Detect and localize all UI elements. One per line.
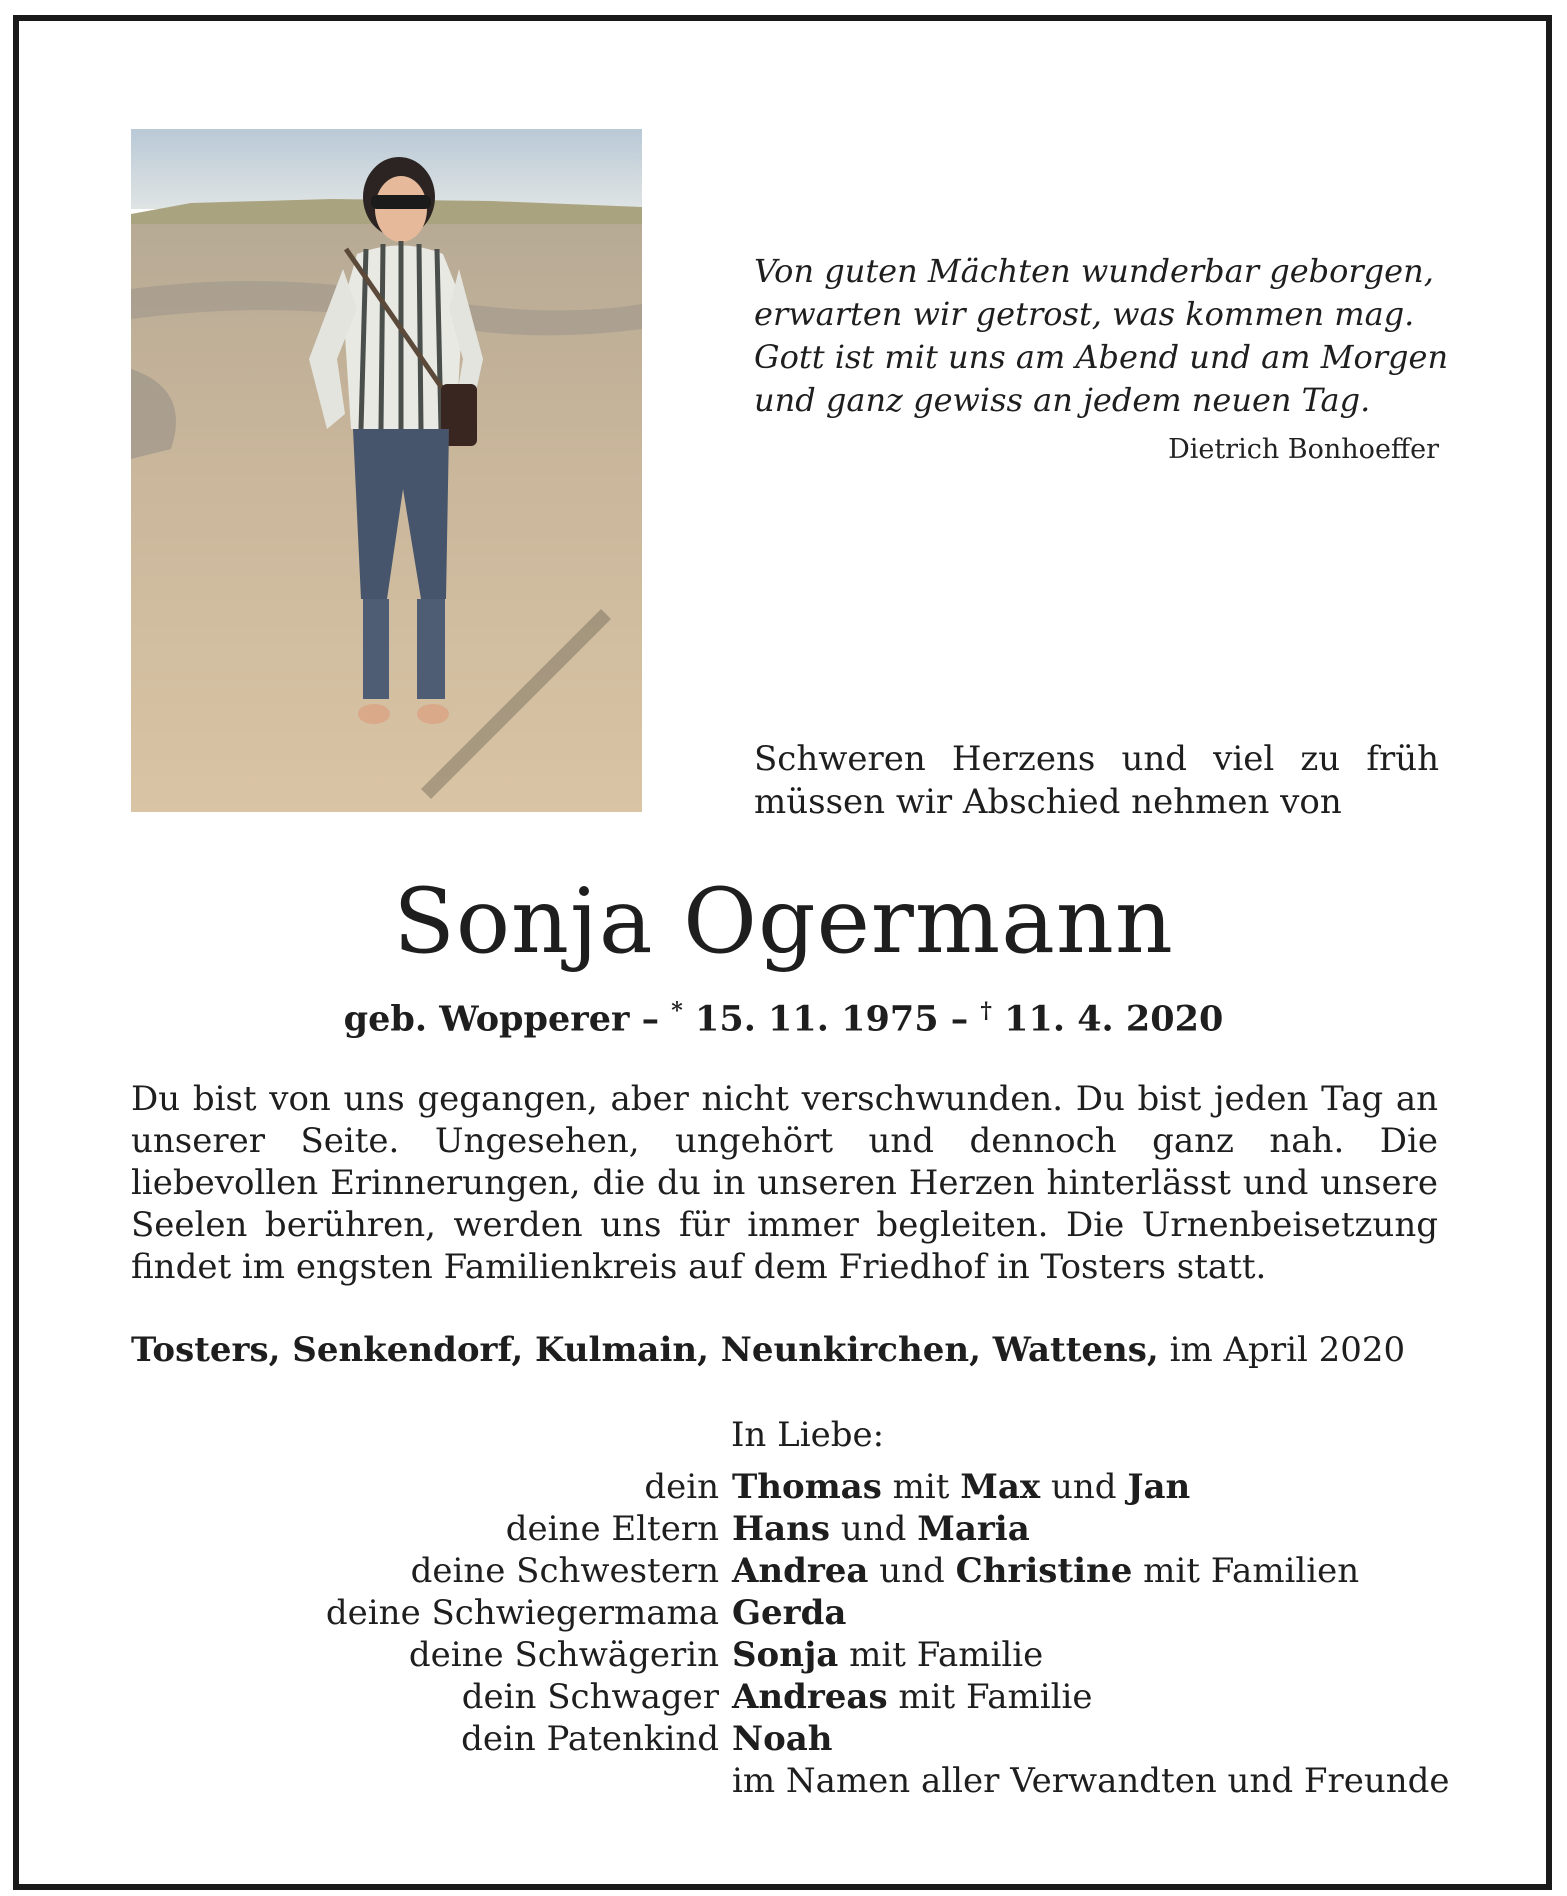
family-list	[131, 1466, 1461, 1802]
birth-symbol: *	[671, 998, 683, 1024]
quote-line: erwarten wir getrost, was kommen mag.	[754, 295, 1415, 333]
family-connector: mit Familie	[887, 1677, 1093, 1717]
family-relation: dein Schwager	[461, 1677, 719, 1717]
family-names	[732, 1592, 846, 1634]
family-name: Christine	[955, 1551, 1133, 1591]
intro-text: Schweren Herzens und viel zu früh müssen wir Abschied nehmen von	[754, 739, 1439, 822]
quote-line: Von guten Mächten wunderbar geborgen,	[754, 252, 1434, 290]
family-connector: und	[830, 1509, 918, 1549]
death-date: 11. 4. 2020	[991, 998, 1224, 1040]
quote-line: Gott ist mit uns am Abend und am Morgen	[754, 338, 1449, 376]
family-name: Max	[960, 1467, 1041, 1507]
family-name: Noah	[732, 1719, 833, 1759]
family-connector: und	[868, 1551, 956, 1591]
family-name: Andrea	[732, 1551, 869, 1591]
in-love-label: In Liebe:	[731, 1415, 885, 1455]
birth-date: 15. 11. 1975	[682, 998, 939, 1040]
family-relation: dein Patenkind	[461, 1719, 719, 1759]
family-row	[131, 1676, 1461, 1718]
family-relation: deine Schwiegermama	[325, 1593, 719, 1633]
deceased-name: Sonja Ogermann	[393, 869, 1174, 974]
family-connector: mit Familie	[838, 1635, 1044, 1675]
family-relation: deine Schwestern	[410, 1551, 719, 1591]
beach-portrait-illustration	[131, 129, 642, 812]
quote-line: und ganz gewiss an jedem neuen Tag.	[754, 381, 1371, 419]
family-relation: deine Schwägerin	[408, 1635, 719, 1675]
family-name: Jan	[1127, 1467, 1191, 1507]
family-connector: und	[1040, 1467, 1128, 1507]
message-text: Du bist von uns gegangen, aber nicht verschwunden. Du bist jeden Tag an unserer Seite. Ungesehen, ungehört und dennoch ganz nah. Die liebevollen Erinnerungen, die du in unseren Herzen hinterlässt und unsere Seelen berühren, werden uns für immer begleiten. Die Urnenbeisetzung findet im engsten Familienkreis auf dem Friedhof in Tosters statt.	[131, 1079, 1438, 1287]
family-name: Maria	[917, 1509, 1030, 1549]
family-row	[131, 1718, 1461, 1760]
family-name: Gerda	[732, 1593, 847, 1633]
quote-block	[754, 250, 1449, 465]
family-names	[732, 1634, 1043, 1676]
place-names: Tosters, Senkendorf, Kulmain, Neunkirchen, Wattens,	[131, 1330, 1159, 1370]
family-row	[131, 1466, 1461, 1508]
place-date: im April 2020	[1158, 1330, 1406, 1370]
family-row	[131, 1550, 1461, 1592]
family-relation: deine Eltern	[505, 1509, 719, 1549]
maiden-name: geb. Wopperer	[343, 998, 630, 1040]
family-name: Andreas	[732, 1677, 888, 1717]
dash-separator: –	[938, 998, 981, 1040]
family-connector: mit	[881, 1467, 961, 1507]
death-symbol: †	[980, 998, 992, 1024]
family-relation: dein	[644, 1467, 719, 1507]
family-names	[732, 1508, 1030, 1550]
family-names	[732, 1550, 1359, 1592]
birth-death-line	[0, 998, 1567, 1040]
family-names	[732, 1718, 833, 1760]
family-row	[131, 1592, 1461, 1634]
family-names	[732, 1676, 1093, 1718]
family-name: Sonja	[732, 1635, 839, 1675]
places-line	[131, 1330, 1461, 1370]
family-name: Thomas	[732, 1467, 882, 1507]
closing-line: im Namen aller Verwandten und Freunde	[732, 1761, 1450, 1801]
family-connector: mit Familien	[1132, 1551, 1360, 1591]
quote-author: Dietrich Bonhoeffer	[1168, 434, 1439, 465]
family-row	[131, 1634, 1461, 1676]
portrait-photo	[131, 129, 642, 812]
dash-separator: –	[629, 998, 672, 1040]
family-names	[732, 1466, 1190, 1508]
family-row	[131, 1508, 1461, 1550]
family-name: Hans	[732, 1509, 831, 1549]
